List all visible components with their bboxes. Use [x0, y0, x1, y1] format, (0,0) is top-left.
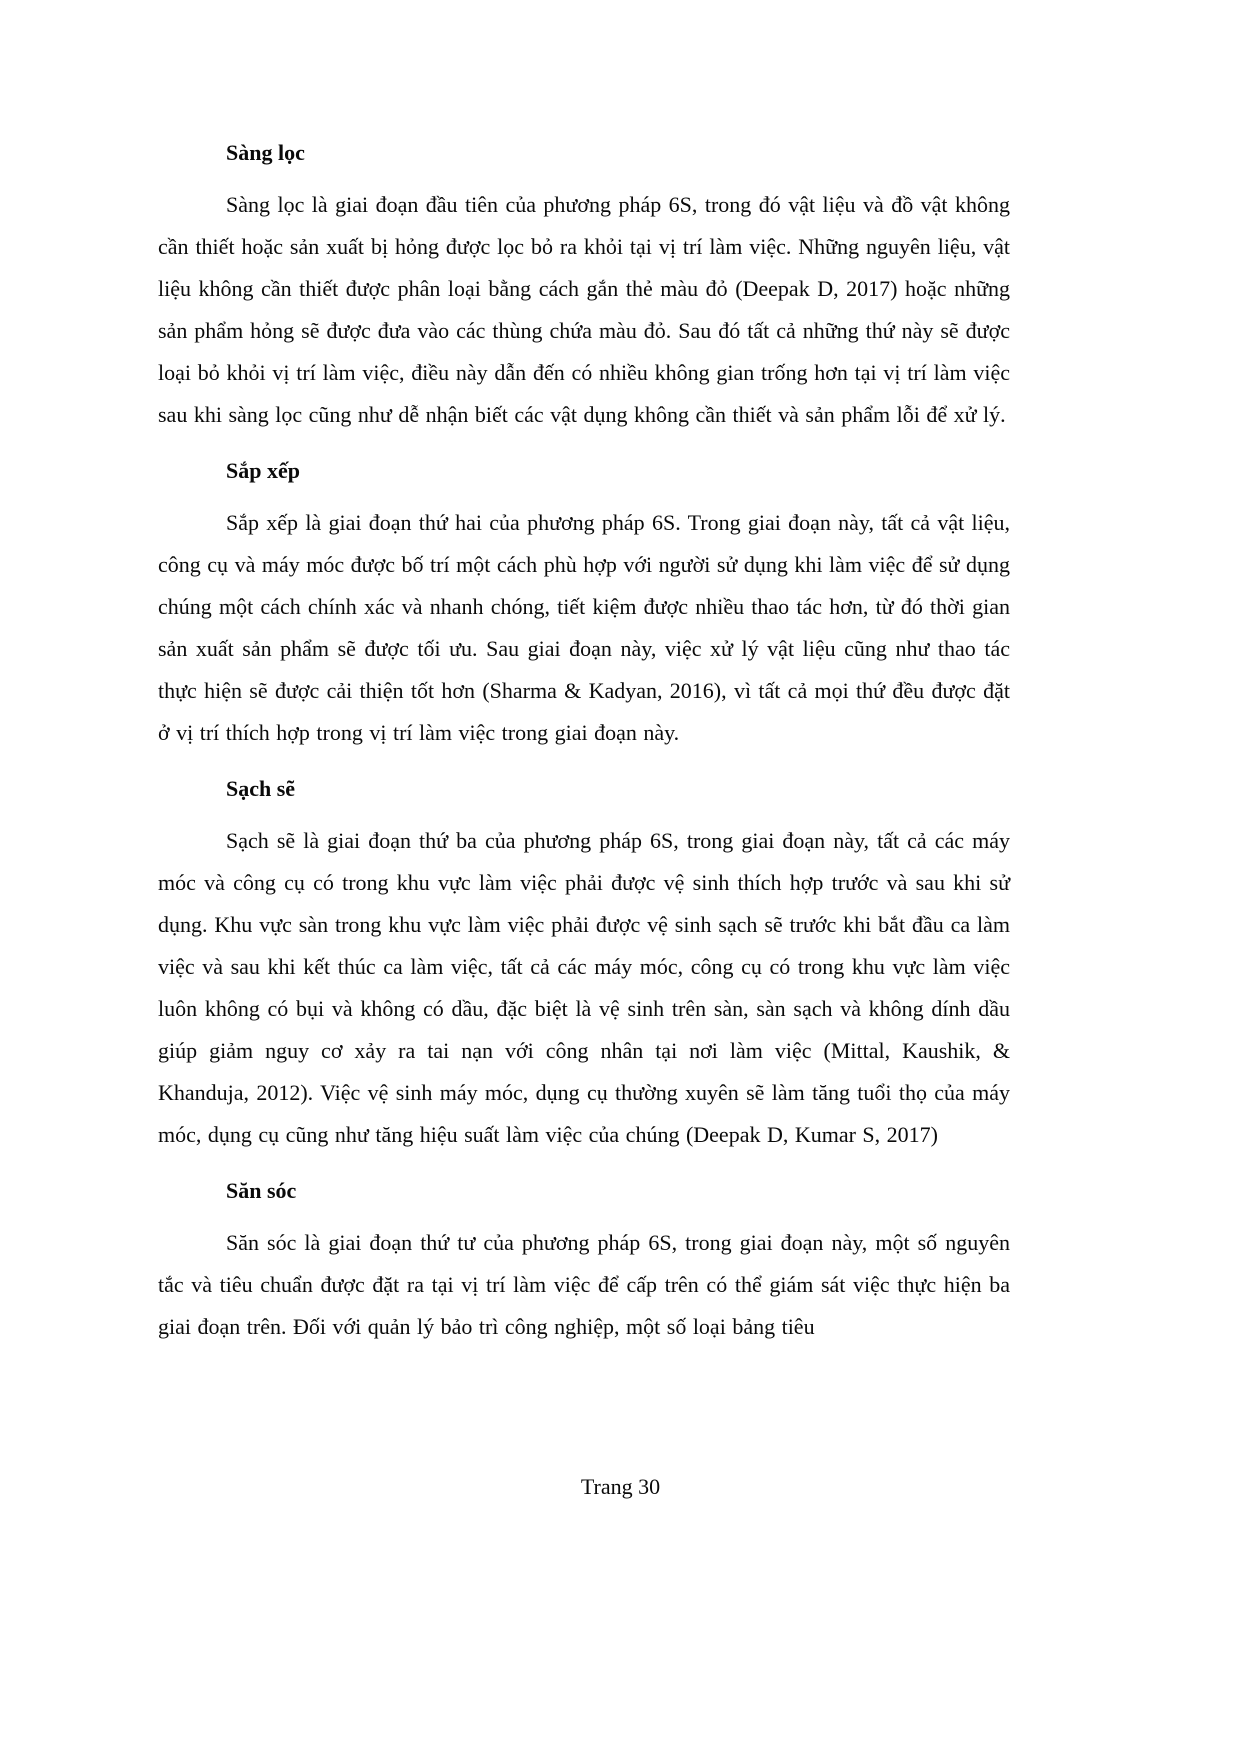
section-sach-se: [158, 768, 1010, 1156]
section-paragraph-sap-xep: Sắp xếp là giai đoạn thứ hai của phương pháp 6S. Trong giai đoạn này, tất cả vật liệu, công cụ và máy móc được bố trí một cách phù hợp với người sử dụng khi làm việc để sử dụng chúng một cách chính xác và nhanh chóng, tiết kiệm được nhiều thao tác hơn, từ đó thời gian sản xuất sản phẩm sẽ được tối ưu. Sau giai đoạn này, việc xử lý vật liệu cũng như thao tác thực hiện sẽ được cải thiện tốt hơn (Sharma & Kadyan, 2016), vì tất cả mọi thứ đều được đặt ở vị trí thích hợp trong vị trí làm việc trong giai đoạn này.: [158, 510, 1010, 745]
section-heading-sach-se: Sạch sẽ: [226, 776, 296, 801]
section-paragraph-sach-se: Sạch sẽ là giai đoạn thứ ba của phương pháp 6S, trong giai đoạn này, tất cả các máy móc và công cụ có trong khu vực làm việc phải được vệ sinh thích hợp trước và sau khi sử dụng. Khu vực sàn trong khu vực làm việc phải được vệ sinh sạch sẽ trước khi bắt đầu ca làm việc và sau khi kết thúc ca làm việc, tất cả các máy móc, công cụ có trong khu vực làm việc luôn không có bụi và không có dầu, đặc biệt là vệ sinh trên sàn, sàn sạch và không dính dầu giúp giảm nguy cơ xảy ra tai nạn với công nhân tại nơi làm việc (Mittal, Kaushik, & Khanduja, 2012). Việc vệ sinh máy móc, dụng cụ thường xuyên sẽ làm tăng tuổi thọ của máy móc, dụng cụ cũng như tăng hiệu suất làm việc của chúng (Deepak D, Kumar S, 2017): [158, 828, 1010, 1147]
section-paragraph-sang-loc: Sàng lọc là giai đoạn đầu tiên của phương pháp 6S, trong đó vật liệu và đồ vật không cần thiết hoặc sản xuất bị hỏng được lọc bỏ ra khỏi tại vị trí làm việc. Những nguyên liệu, vật liệu không cần thiết được phân loại bằng cách gắn thẻ màu đỏ (Deepak D, 2017) hoặc những sản phẩm hỏng sẽ được đưa vào các thùng chứa màu đỏ. Sau đó tất cả những thứ này sẽ được loại bỏ khỏi vị trí làm việc, điều này dẫn đến có nhiều không gian trống hơn tại vị trí làm việc sau khi sàng lọc cũng như dễ nhận biết các vật dụng không cần thiết và sản phẩm lỗi để xử lý.: [158, 192, 1010, 427]
section-heading-sang-loc: Sàng lọc: [226, 140, 305, 165]
section-heading-san-soc: Săn sóc: [226, 1178, 297, 1203]
section-heading-sap-xep: Sắp xếp: [226, 458, 300, 483]
section-paragraph-san-soc: Săn sóc là giai đoạn thứ tư của phương pháp 6S, trong giai đoạn này, một số nguyên tắc và tiêu chuẩn được đặt ra tại vị trí làm việc để cấp trên có thể giám sát việc thực hiện ba giai đoạn trên. Đối với quản lý bảo trì công nghiệp, một số loại bảng tiêu: [158, 1230, 1010, 1339]
section-sap-xep: [158, 450, 1010, 754]
section-san-soc: [158, 1170, 1010, 1348]
page-number: Trang 30: [580, 1474, 661, 1499]
section-sang-loc: [158, 132, 1010, 436]
